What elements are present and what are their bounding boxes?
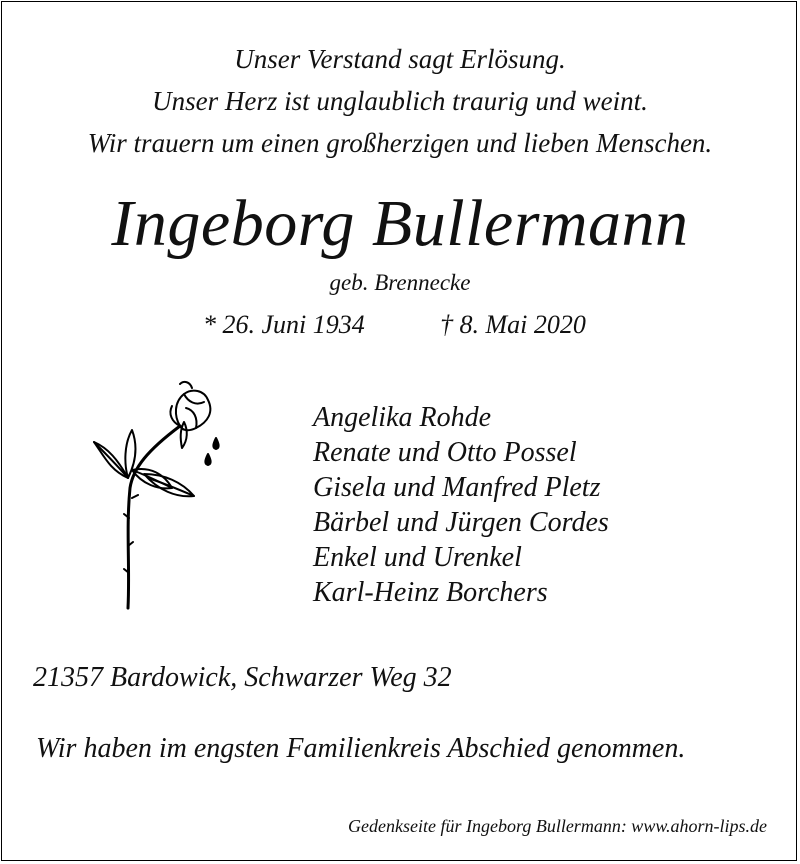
- mourner: Gisela und Manfred Pletz: [313, 472, 601, 503]
- mourner: Angelika Rohde: [313, 402, 492, 433]
- life-dates: [0, 310, 800, 344]
- rose-icon: [88, 378, 248, 618]
- address: 21357 Bardowick, Schwarzer Weg 32: [33, 662, 452, 693]
- birth-date: * 26. Juni 1934: [203, 310, 365, 339]
- mourners-list: [313, 400, 609, 610]
- intro-line: Unser Herz ist unglaublich traurig und weint.: [152, 86, 648, 116]
- intro-text: [0, 38, 800, 164]
- memorial-page-note: Gedenkseite für Ingeborg Bullermann: www.ahorn-lips.de: [348, 816, 767, 836]
- death-date: † 8. Mai 2020: [440, 310, 586, 339]
- intro-line: Unser Verstand sagt Erlösung.: [234, 44, 566, 74]
- mourner: Renate und Otto Possel: [313, 437, 577, 468]
- farewell-note: Wir haben im engsten Familienkreis Abschied genommen.: [36, 733, 686, 764]
- mourner: Karl-Heinz Borchers: [313, 577, 548, 608]
- deceased-name: Ingeborg Bullermann: [111, 187, 689, 260]
- born-name: geb. Brennecke: [329, 270, 471, 295]
- mourner: Enkel und Urenkel: [313, 542, 522, 573]
- intro-line: Wir trauern um einen großherzigen und lieben Menschen.: [87, 128, 713, 158]
- mourner: Bärbel und Jürgen Cordes: [313, 507, 609, 538]
